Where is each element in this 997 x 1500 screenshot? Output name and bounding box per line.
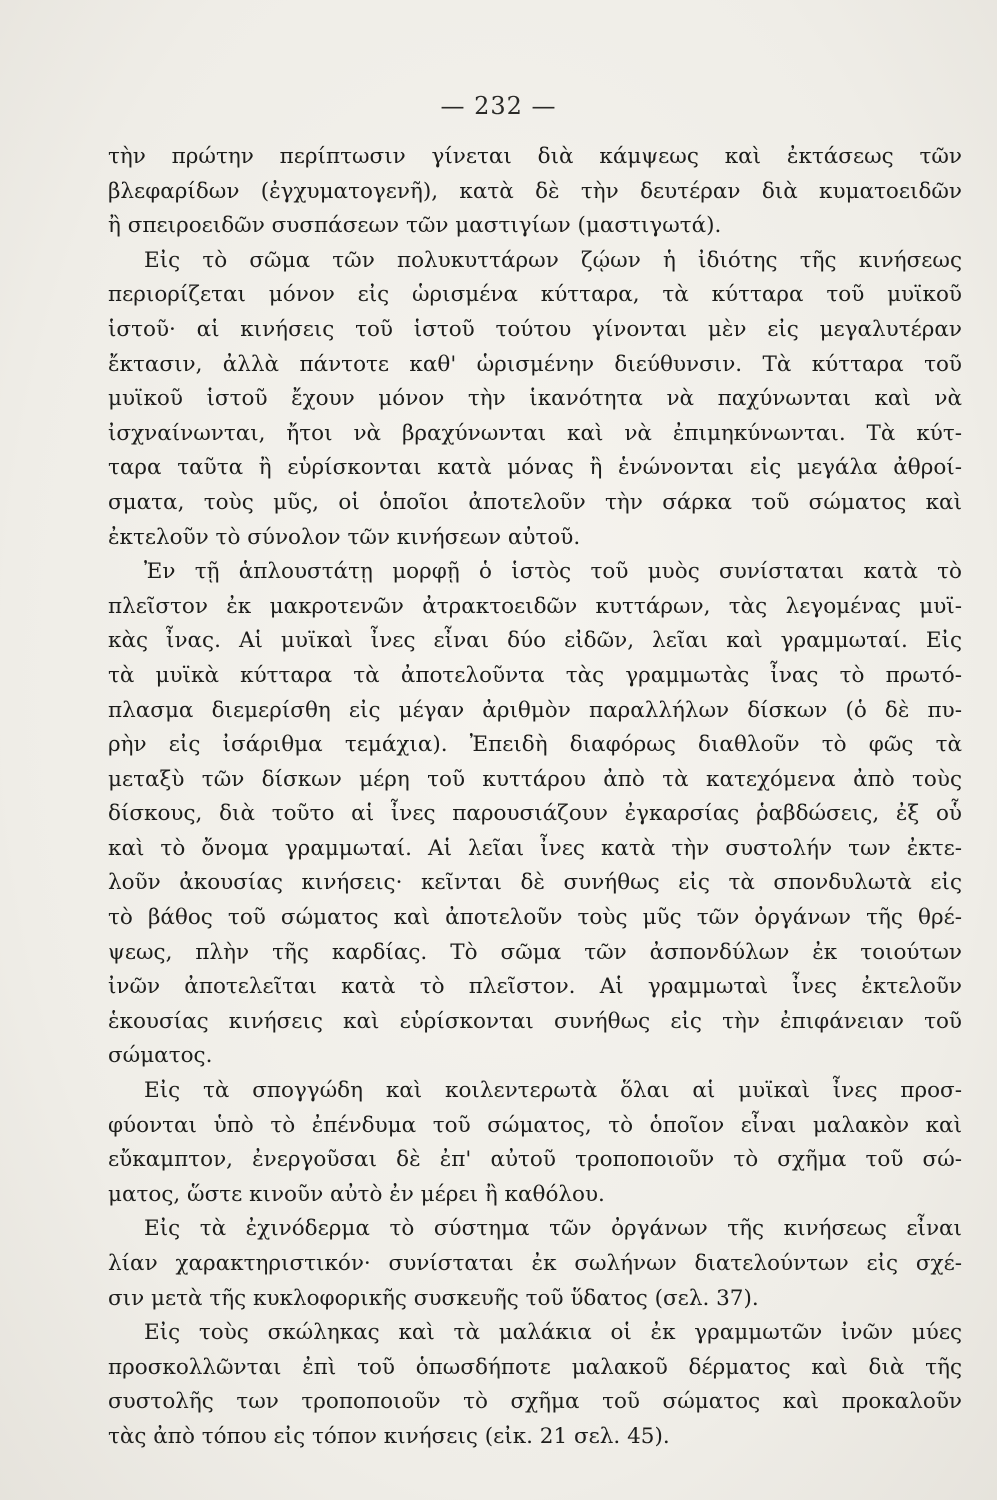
text-line: Εἰς τὸ σῶμα τῶν πολυκυττάρων ζῴων ἡ ἰδιότης τῆς κινήσεως xyxy=(144,247,962,273)
text-line: σώματος. xyxy=(108,1043,213,1069)
text-line: μυϊκοῦ ἱστοῦ ἔχουν μόνον τὴν ἱκανότητα νὰ παχύνωνται καὶ νὰ xyxy=(108,386,962,412)
text-line: πλασμα διεμερίσθη εἰς μέγαν ἀριθμὸν παραλλήλων δίσκων (ὁ δὲ πυ- xyxy=(108,697,962,723)
text-line: τὴν πρώτην περίπτωσιν γίνεται διὰ κάμψεως καὶ ἐκτάσεως τῶν xyxy=(108,144,962,169)
page-number: — 232 — xyxy=(440,92,557,120)
text-line: πλεῖστον ἐκ μακροτενῶν ἀτρακτοειδῶν κυττάρων, τὰς λεγομένας μυϊ- xyxy=(108,593,962,619)
text-line: ρὴν εἰς ἰσάριθμα τεμάχια). Ἐπειδὴ διαφόρως διαθλοῦν τὸ φῶς τὰ xyxy=(108,732,962,758)
text-line: σιν μετὰ τῆς κυκλοφορικῆς συσκευῆς τοῦ ὕδατος (σελ. 37). xyxy=(108,1285,759,1311)
text-line: περιορίζεται μόνον εἰς ὡρισμένα κύτταρα, τὰ κύτταρα τοῦ μυϊκοῦ xyxy=(108,282,962,308)
text-line: ἰνῶν ἀποτελεῖται κατὰ τὸ πλεῖστον. Αἱ γραμμωταὶ ἶνες ἐκτελοῦν xyxy=(108,974,962,1000)
text-line: Εἰς τὰ σπογγώδη καὶ κοιλεντερωτὰ ὅλαι αἱ μυϊκαὶ ἶνες προσ- xyxy=(144,1078,962,1104)
text-line: προσκολλῶνται ἐπὶ τοῦ ὁπωσδήποτε μαλακοῦ δέρματος καὶ διὰ τῆς xyxy=(108,1354,962,1380)
text-line: τὰς ἀπὸ τόπου εἰς τόπον κινήσεις (εἰκ. 21 σελ. 45). xyxy=(108,1423,670,1449)
text-line: ἑκουσίας κινήσεις καὶ εὑρίσκονται συνήθως εἰς τὴν ἐπιφάνειαν τοῦ xyxy=(108,1008,962,1034)
text-line: τὰ μυϊκὰ κύτταρα τὰ ἀποτελοῦντα τὰς γραμμωτὰς ἶνας τὸ πρωτό- xyxy=(108,662,962,688)
text-line: σματα, τοὺς μῦς, οἱ ὁποῖοι ἀποτελοῦν τὴν σάρκα τοῦ σώματος καὶ xyxy=(108,489,962,515)
text-line: εὔκαμπτον, ἐνεργοῦσαι δὲ ἐπ' αὐτοῦ τροποποιοῦν τὸ σχῆμα τοῦ σώ- xyxy=(108,1147,962,1173)
text-line: βλεφαρίδων (ἐγχυματογενῆ), κατὰ δὲ τὴν δευτέραν διὰ κυματοειδῶν xyxy=(108,178,962,204)
text-line: ἰσχναίνωνται, ἤτοι νὰ βραχύνωνται καὶ νὰ ἐπιμηκύνωνται. Τὰ κύτ- xyxy=(108,420,962,446)
text-line: μεταξὺ τῶν δίσκων μέρη τοῦ κυττάρου ἀπὸ τὰ κατεχόμενα ἀπὸ τοὺς xyxy=(108,766,962,792)
text-line: λοῦν ἀκουσίας κινήσεις· κεῖνται δὲ συνήθως εἰς τὰ σπονδυλωτὰ εἰς xyxy=(108,870,962,896)
text-line: συστολῆς των τροποποιοῦν τὸ σχῆμα τοῦ σώματος καὶ προκαλοῦν xyxy=(108,1389,962,1415)
text-line: ἐκτελοῦν τὸ σύνολον τῶν κινήσεων αὐτοῦ. xyxy=(108,524,581,550)
text-line: ἱστοῦ· αἱ κινήσεις τοῦ ἱστοῦ τούτου γίνονται μὲν εἰς μεγαλυτέραν xyxy=(108,316,962,342)
text-line: τὸ βάθος τοῦ σώματος καὶ ἀποτελοῦν τοὺς μῦς τῶν ὀργάνων τῆς θρέ- xyxy=(108,905,962,931)
text-line: φύονται ὑπὸ τὸ ἐπένδυμα τοῦ σώματος, τὸ ὁποῖον εἶναι μαλακὸν καὶ xyxy=(108,1112,962,1138)
text-line: ἔκτασιν, ἀλλὰ πάντοτε καθ' ὡρισμένην διεύθυνσιν. Τὰ κύτταρα τοῦ xyxy=(108,351,962,377)
text-line: καὶ τὸ ὄνομα γραμμωταί. Αἱ λεῖαι ἶνες κατὰ τὴν συστολήν των ἐκτε- xyxy=(108,835,962,861)
text-line: Εἰς τὰ ἐχινόδερμα τὸ σύστημα τῶν ὀργάνων τῆς κινήσεως εἶναι xyxy=(144,1216,962,1242)
text-line: Ἐν τῇ ἁπλουστάτῃ μορφῇ ὁ ἱστὸς τοῦ μυὸς συνίσταται κατὰ τὸ xyxy=(144,559,962,585)
text-line: ἢ σπειροειδῶν συσπάσεων τῶν μαστιγίων (μαστιγωτά). xyxy=(108,213,722,239)
body-text xyxy=(108,140,962,1455)
text-line: ταρα ταῦτα ἢ εὑρίσκονται κατὰ μόνας ἢ ἑνώνονται εἰς μεγάλα ἀθροί- xyxy=(108,455,962,481)
text-line: λίαν χαρακτηριστικόν· συνίσταται ἐκ σωλήνων διατελούντων εἰς σχέ- xyxy=(108,1251,962,1276)
text-line: δίσκους, διὰ τοῦτο αἱ ἶνες παρουσιάζουν ἐγκαρσίας ῥαβδώσεις, ἐξ οὗ xyxy=(108,801,962,827)
text-line: ματος, ὥστε κινοῦν αὐτὸ ἐν μέρει ἢ καθόλου. xyxy=(108,1181,605,1207)
text-line: ψεως, πλὴν τῆς καρδίας. Τὸ σῶμα τῶν ἀσπονδύλων ἐκ τοιούτων xyxy=(108,939,962,965)
text-line: κὰς ἶνας. Αἱ μυϊκαὶ ἶνες εἶναι δύο εἰδῶν, λεῖαι καὶ γραμμωταί. Εἰς xyxy=(108,628,962,654)
text-line: Εἰς τοὺς σκώληκας καὶ τὰ μαλάκια οἱ ἐκ γραμμωτῶν ἰνῶν μύες xyxy=(144,1320,962,1346)
